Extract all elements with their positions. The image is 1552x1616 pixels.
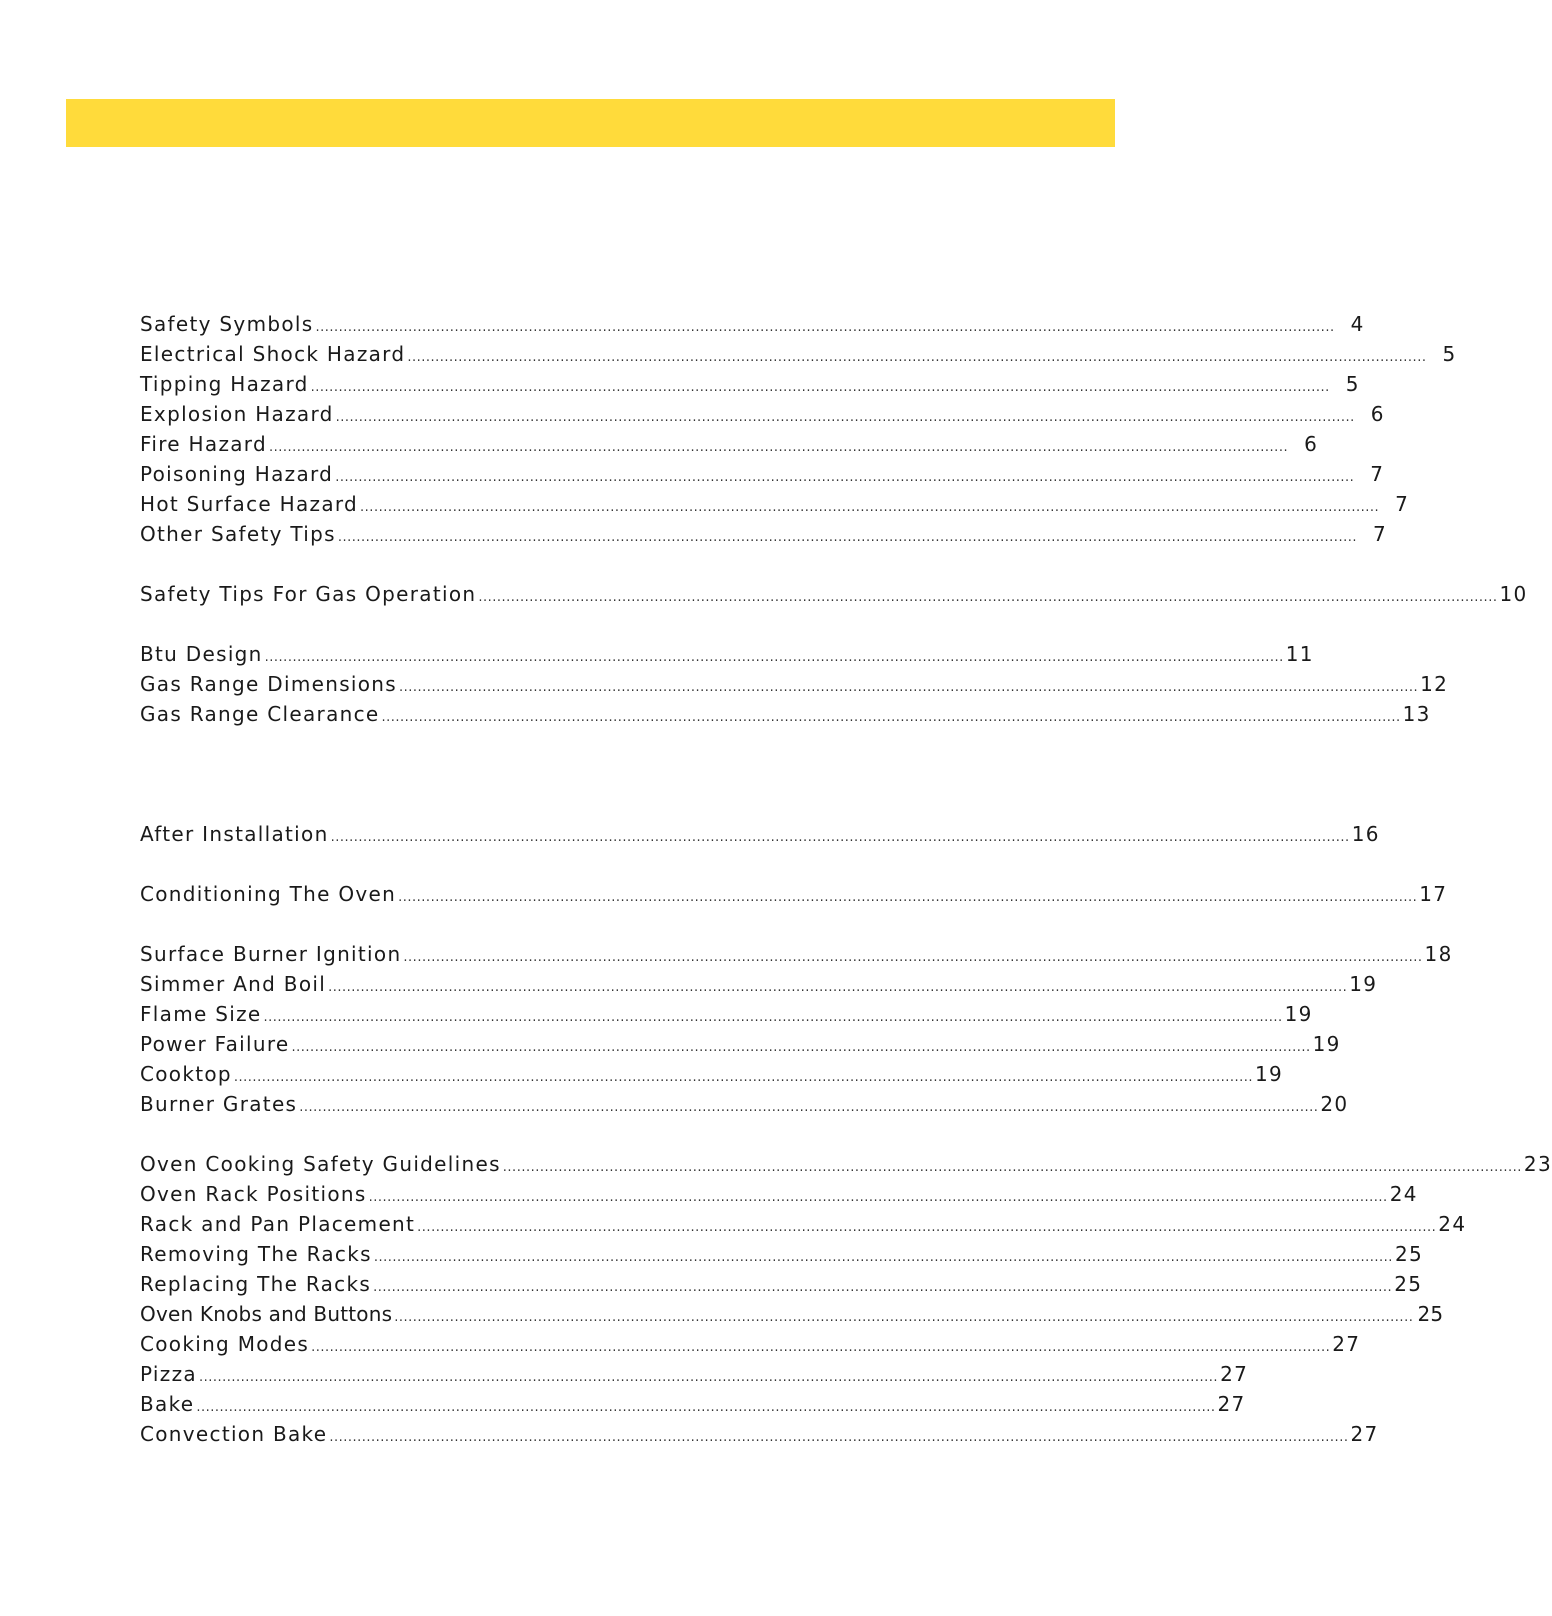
toc-entry-title: Explosion Hazard bbox=[140, 402, 334, 426]
toc-entry-title: Oven Cooking Safety Guidelines bbox=[140, 1152, 501, 1176]
toc-entry-title: Oven Rack Positions bbox=[140, 1182, 367, 1206]
toc-entry[interactable] bbox=[140, 1182, 1418, 1212]
toc-entry[interactable] bbox=[140, 402, 1385, 432]
toc-entry-page: 27 bbox=[1332, 1332, 1361, 1356]
toc-entry-title: Btu Design bbox=[140, 642, 263, 666]
toc-entry[interactable] bbox=[140, 672, 1449, 702]
toc-entry-page: 4 bbox=[1350, 312, 1365, 336]
toc-entry-page: 13 bbox=[1402, 702, 1431, 726]
toc-leader: ............................................................................................................................................................................................................................ bbox=[198, 1370, 1219, 1385]
toc-entry-page: 19 bbox=[1284, 1002, 1313, 1026]
toc-leader: ............................................................................................................................................................................................................................ bbox=[335, 410, 1355, 425]
toc-entry-page: 19 bbox=[1312, 1032, 1341, 1056]
toc-leader: ............................................................................................................................................................................................................................ bbox=[311, 1340, 1331, 1355]
toc-entry[interactable] bbox=[140, 432, 1319, 462]
toc-entry-page: 27 bbox=[1217, 1392, 1246, 1416]
toc-leader: ............................................................................................................................................................................................................................ bbox=[403, 950, 1423, 965]
toc-entry[interactable] bbox=[140, 462, 1385, 492]
toc-entry-title: Gas Range Dimensions bbox=[140, 672, 398, 696]
toc-leader: ............................................................................................................................................................................................................................ bbox=[329, 1430, 1349, 1445]
toc-leader: ............................................................................................................................................................................................................................ bbox=[335, 470, 1355, 485]
toc-leader: ............................................................................................................................................................................................................................ bbox=[330, 830, 1350, 845]
toc-entry-title: Safety Symbols bbox=[140, 312, 314, 336]
toc-entry-title: Replacing The Racks bbox=[140, 1272, 372, 1296]
toc-leader: ............................................................................................................................................................................................................................ bbox=[268, 440, 1289, 455]
toc-entry-page: 27 bbox=[1350, 1422, 1379, 1446]
toc-entry[interactable] bbox=[140, 1392, 1246, 1422]
toc-entry-page: 6 bbox=[1370, 402, 1385, 426]
toc-entry-title: Cooking Modes bbox=[140, 1332, 310, 1356]
toc-entry[interactable] bbox=[140, 342, 1457, 372]
toc-entry-title: Bake bbox=[140, 1392, 195, 1416]
toc-entry-page: 25 bbox=[1394, 1272, 1423, 1296]
toc-entry[interactable] bbox=[140, 312, 1365, 342]
toc-entry[interactable] bbox=[140, 1302, 1444, 1332]
toc-entry[interactable] bbox=[140, 1332, 1361, 1362]
toc-entry[interactable] bbox=[140, 1272, 1423, 1302]
toc-leader: ............................................................................................................................................................................................................................ bbox=[360, 500, 1380, 515]
toc-entry-title: Hot Surface Hazard bbox=[140, 492, 359, 516]
toc-entry[interactable] bbox=[140, 1032, 1341, 1062]
toc-entry-title: Fire Hazard bbox=[140, 432, 267, 456]
toc-leader: ............................................................................................................................................................................................................................ bbox=[502, 1160, 1522, 1175]
header-banner bbox=[66, 99, 1115, 147]
toc-entry-title: Burner Grates bbox=[140, 1092, 298, 1116]
toc-entry[interactable] bbox=[140, 492, 1410, 522]
toc-entry-page: 17 bbox=[1419, 882, 1448, 906]
toc-leader: ............................................................................................................................................................................................................................ bbox=[394, 1310, 1414, 1325]
toc-entry-page: 7 bbox=[1372, 522, 1387, 546]
toc-leader: ............................................................................................................................................................................................................................ bbox=[407, 350, 1427, 365]
toc-entry-page: 7 bbox=[1395, 492, 1410, 516]
toc-leader: ............................................................................................................................................................................................................................ bbox=[263, 1010, 1283, 1025]
toc-leader: ............................................................................................................................................................................................................................ bbox=[399, 680, 1419, 695]
toc-entry[interactable] bbox=[140, 1002, 1313, 1032]
toc-entry-page: 11 bbox=[1285, 642, 1314, 666]
toc-entry-page: 10 bbox=[1499, 582, 1528, 606]
toc-leader: ............................................................................................................................................................................................................................ bbox=[478, 590, 1498, 605]
toc-entry-page: 16 bbox=[1351, 822, 1380, 846]
toc-leader: ............................................................................................................................................................................................................................ bbox=[337, 530, 1357, 545]
toc-entry[interactable] bbox=[140, 642, 1314, 672]
toc-entry[interactable] bbox=[140, 1242, 1423, 1272]
toc-entry-title: Removing The Racks bbox=[140, 1242, 372, 1266]
toc-entry-title: Pizza bbox=[140, 1362, 197, 1386]
toc-entry[interactable] bbox=[140, 1092, 1349, 1122]
toc-entry[interactable] bbox=[140, 1212, 1467, 1242]
toc-entry-page: 23 bbox=[1523, 1152, 1552, 1176]
toc-entry[interactable] bbox=[140, 972, 1378, 1002]
toc-entry[interactable] bbox=[140, 582, 1528, 612]
toc-entry-page: 24 bbox=[1438, 1212, 1467, 1236]
toc-entry[interactable] bbox=[140, 1362, 1249, 1392]
toc-entry-page: 7 bbox=[1370, 462, 1385, 486]
toc-entry-title: Conditioning The Oven bbox=[140, 882, 397, 906]
toc-leader: ............................................................................................................................................................................................................................ bbox=[291, 1040, 1311, 1055]
toc-entry-page: 19 bbox=[1349, 972, 1378, 996]
toc-leader: ............................................................................................................................................................................................................................ bbox=[299, 1100, 1319, 1115]
toc-entry-page: 25 bbox=[1394, 1242, 1423, 1266]
toc-leader: ............................................................................................................................................................................................................................ bbox=[196, 1400, 1216, 1415]
toc-entry[interactable] bbox=[140, 882, 1448, 912]
toc-entry-title: Rack and Pan Placement bbox=[140, 1212, 416, 1236]
toc-leader: ............................................................................................................................................................................................................................ bbox=[417, 1220, 1437, 1235]
toc-entry-page: 12 bbox=[1420, 672, 1449, 696]
toc-entry-title: Other Safety Tips bbox=[140, 522, 336, 546]
toc-entry-page: 6 bbox=[1304, 432, 1319, 456]
toc-entry-page: 5 bbox=[1345, 372, 1360, 396]
toc-entry[interactable] bbox=[140, 702, 1431, 732]
toc-leader: ............................................................................................................................................................................................................................ bbox=[233, 1070, 1254, 1085]
toc-leader: ............................................................................................................................................................................................................................ bbox=[373, 1280, 1393, 1295]
toc-entry[interactable] bbox=[140, 522, 1387, 552]
toc-entry-title: Poisoning Hazard bbox=[140, 462, 334, 486]
toc-entry-page: 25 bbox=[1417, 1302, 1444, 1326]
toc-entry-title: Convection Bake bbox=[140, 1422, 328, 1446]
toc-entry[interactable] bbox=[140, 1062, 1284, 1092]
toc-entry[interactable] bbox=[140, 1152, 1552, 1182]
toc-entry-page: 24 bbox=[1389, 1182, 1418, 1206]
toc-leader: ............................................................................................................................................................................................................................ bbox=[373, 1250, 1393, 1265]
toc-entry-title: Electrical Shock Hazard bbox=[140, 342, 406, 366]
toc-leader: ............................................................................................................................................................................................................................ bbox=[368, 1190, 1388, 1205]
toc-leader: ............................................................................................................................................................................................................................ bbox=[381, 710, 1401, 725]
toc-entry-title: Surface Burner Ignition bbox=[140, 942, 402, 966]
toc-leader: ............................................................................................................................................................................................................................ bbox=[310, 380, 1330, 395]
toc-leader: ............................................................................................................................................................................................................................ bbox=[328, 980, 1348, 995]
toc-leader: ............................................................................................................................................................................................................................ bbox=[264, 650, 1284, 665]
toc-entry-title: Simmer And Boil bbox=[140, 972, 327, 996]
toc-entry-page: 5 bbox=[1442, 342, 1457, 366]
toc-entry-page: 19 bbox=[1255, 1062, 1284, 1086]
toc-entry-page: 18 bbox=[1424, 942, 1453, 966]
toc-entry-title: Flame Size bbox=[140, 1002, 262, 1026]
toc-entry-page: 27 bbox=[1220, 1362, 1249, 1386]
toc-entry-title: Oven Knobs and Buttons bbox=[140, 1302, 393, 1326]
toc-entry-title: After Installation bbox=[140, 822, 329, 846]
toc-leader: ............................................................................................................................................................................................................................ bbox=[398, 890, 1418, 905]
toc-entry-title: Gas Range Clearance bbox=[140, 702, 380, 726]
toc-entry[interactable] bbox=[140, 942, 1453, 972]
toc-entry-title: Power Failure bbox=[140, 1032, 290, 1056]
toc-entry[interactable] bbox=[140, 1422, 1379, 1452]
toc-leader: ............................................................................................................................................................................................................................ bbox=[315, 320, 1335, 335]
toc-entry[interactable] bbox=[140, 372, 1360, 402]
toc-entry-title: Tipping Hazard bbox=[140, 372, 309, 396]
toc-entry[interactable] bbox=[140, 822, 1380, 852]
toc-entry-page: 20 bbox=[1320, 1092, 1349, 1116]
toc-entry-title: Cooktop bbox=[140, 1062, 232, 1086]
toc-entry-title: Safety Tips For Gas Operation bbox=[140, 582, 477, 606]
